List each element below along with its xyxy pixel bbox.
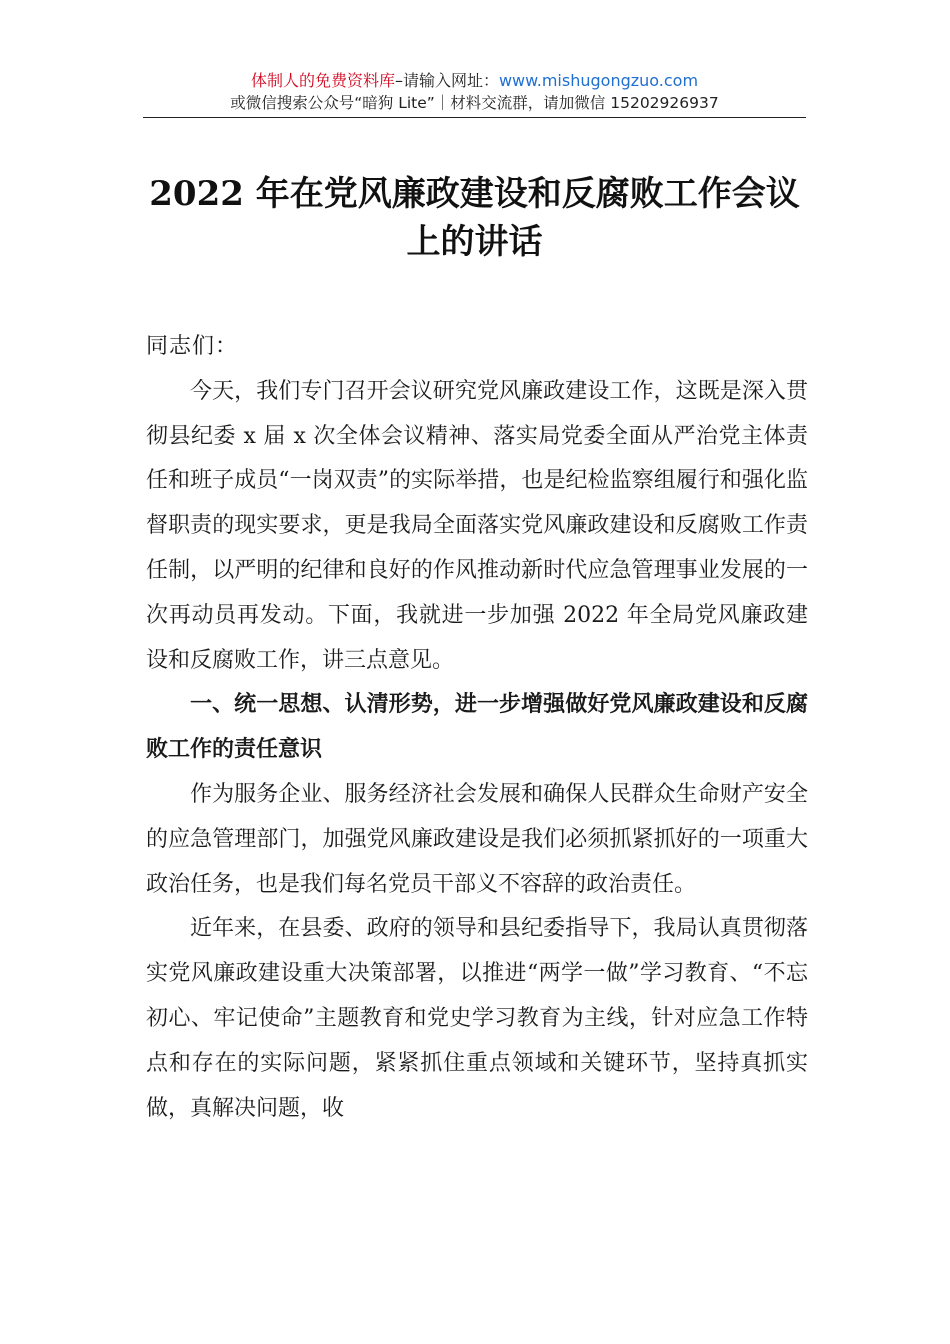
title-line-1: 2022 年在党风廉政建设和反腐败工作会议	[149, 174, 800, 214]
header-line-1	[143, 70, 806, 92]
section-heading-1: 一、统一思想、认清形势，进一步增强做好党风廉政建设和反腐败工作的责任意识	[146, 692, 808, 763]
document-body	[146, 325, 808, 1131]
paragraph-intro: 今天，我们专门召开会议研究党风廉政建设工作，这既是深入贯彻县纪委 x 届 x 次全体会议精神、落实局党委全面从严治党主体责任和班子成员“一岗双责”的实际举措，也是纪检监察组履行和强化监督职责的现实要求，更是我局全面落实党风廉政建设和反腐败工作责任制，以严明的纪律和良好的作风推动新时代应急管理事业发展的一次再动员再发动。下面，我就进一步加强 2022 年全局党风廉政建设和反腐败工作，讲三点意见。	[146, 378, 808, 673]
salutation: 同志们：	[146, 334, 239, 359]
document-title	[143, 170, 806, 266]
header-prompt: –请输入网址：	[394, 71, 499, 90]
title-line-2: 上的讲话	[406, 222, 543, 262]
header-brand: 体制人的免费资料库	[250, 71, 395, 90]
header-divider	[143, 117, 806, 118]
paragraph-section1-b: 近年来，在县委、政府的领导和县纪委指导下，我局认真贯彻落实党风廉政建设重大决策部署，以推进“两学一做”学习教育、“不忘初心、牢记使命”主题教育和党史学习教育为主线，针对应急工作特点和存在的实际问题，紧紧抓住重点领域和关键环节，坚持真抓实做，真解决问题，收	[146, 916, 808, 1121]
paragraph-section1-a: 作为服务企业、服务经济社会发展和确保人民群众生命财产安全的应急管理部门，加强党风廉政建设是我们必须抓紧抓好的一项重大政治任务，也是我们每名党员干部义不容辞的政治责任。	[146, 781, 808, 897]
header-line-2: 或微信搜索公众号“暗狗 Lite”｜材料交流群，请加微信 15202926937	[230, 94, 719, 112]
header-website-link[interactable]: www.mishugongzuo.com	[498, 71, 699, 90]
page-header	[143, 70, 806, 114]
